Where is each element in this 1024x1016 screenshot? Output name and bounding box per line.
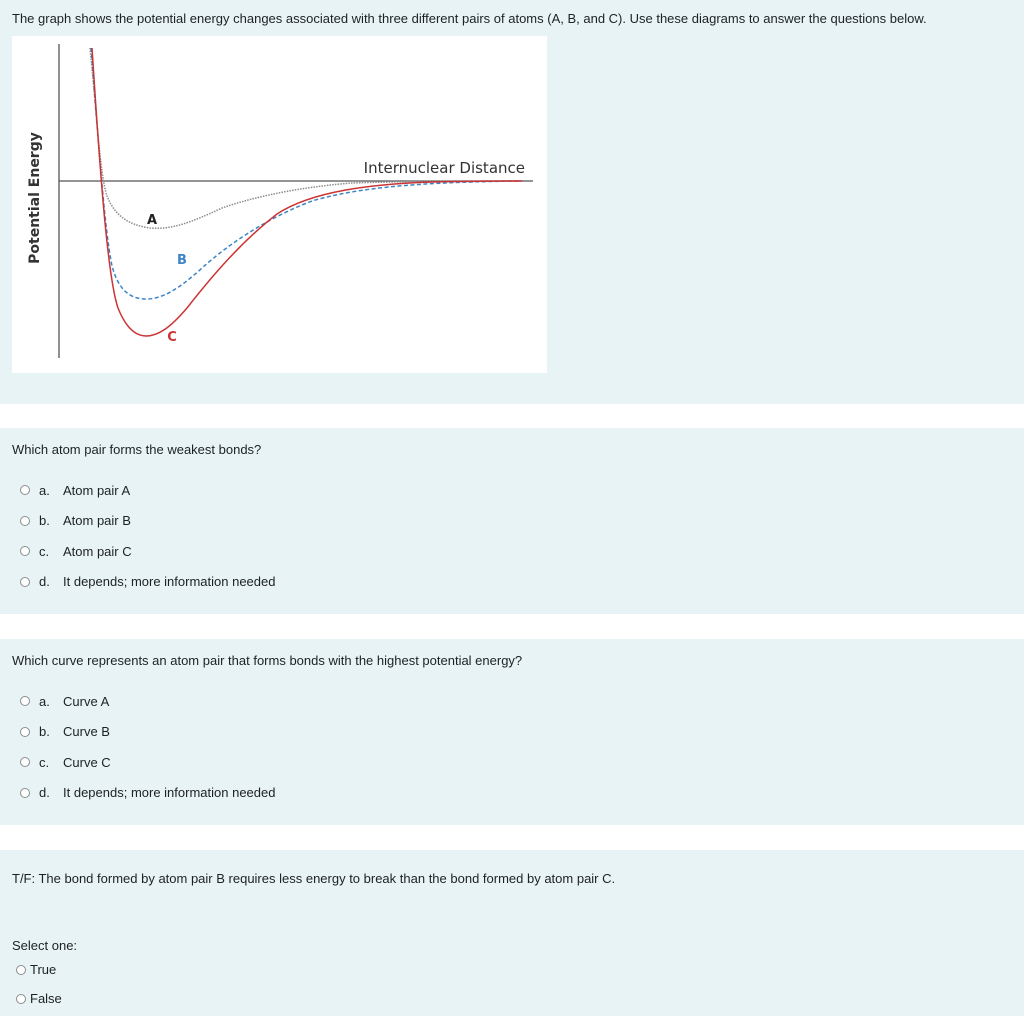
option-label: True [30, 962, 57, 977]
question-2 [0, 639, 1024, 825]
option-label: Curve B [63, 724, 110, 739]
option-label: Curve A [63, 693, 110, 709]
curve-a [90, 48, 522, 228]
intro-panel [0, 0, 1024, 404]
curve-label-c: C [167, 330, 177, 345]
question-1 [0, 428, 1024, 614]
x-axis-label: Internuclear Distance [363, 159, 525, 177]
option-letter: b. [39, 724, 50, 739]
q2-option-c[interactable] [20, 752, 275, 772]
option-letter: a. [39, 693, 50, 709]
q1-option-a[interactable] [20, 480, 275, 500]
curve-label-a: A [146, 213, 158, 228]
q2-option-d[interactable] [20, 783, 275, 803]
option-letter: b. [39, 513, 50, 528]
q1-option-c[interactable] [20, 541, 275, 561]
radio-button[interactable] [20, 727, 30, 737]
radio-button[interactable] [20, 516, 30, 526]
option-label: Atom pair C [63, 543, 132, 559]
q1-option-b[interactable] [20, 511, 275, 531]
option-letter: c. [39, 754, 50, 770]
radio-button[interactable] [16, 965, 26, 975]
question-2-answers [20, 691, 275, 813]
radio-button[interactable] [20, 546, 30, 556]
radio-button[interactable] [20, 788, 30, 798]
question-3-text: T/F: The bond formed by atom pair B requires less energy to break than the bond formed by atom pair C. [12, 871, 616, 886]
intro-text: The graph shows the potential energy changes associated with three different pairs of atoms (A, B, and C). Use these diagrams to answer the questions below. [12, 11, 927, 26]
radio-button[interactable] [20, 485, 30, 495]
q2-option-a[interactable] [20, 691, 275, 711]
question-2-text: Which curve represents an atom pair that forms bonds with the highest potential energy? [12, 653, 523, 668]
option-label: Atom pair A [63, 482, 131, 498]
option-label: False [30, 991, 62, 1006]
option-letter: a. [39, 482, 50, 498]
option-false[interactable] [16, 991, 62, 1006]
curve-c [92, 48, 522, 336]
option-label: It depends; more information needed [63, 785, 276, 800]
radio-button[interactable] [16, 994, 26, 1004]
radio-button[interactable] [20, 577, 30, 587]
curve-label-b: B [177, 253, 187, 268]
option-letter: d. [39, 785, 50, 800]
option-letter: c. [39, 543, 50, 559]
option-label: Atom pair B [63, 513, 131, 528]
question-1-answers [20, 480, 275, 602]
question-3 [0, 850, 1024, 1016]
y-axis-label: Potential Energy [27, 132, 43, 264]
question-1-text: Which atom pair forms the weakest bonds? [12, 442, 262, 457]
q2-option-b[interactable] [20, 722, 275, 742]
option-label: It depends; more information needed [63, 574, 276, 589]
potential-energy-graph [12, 36, 547, 373]
radio-button[interactable] [20, 757, 30, 767]
select-one-label: Select one: [12, 938, 78, 953]
radio-button[interactable] [20, 696, 30, 706]
potential-energy-chart [12, 36, 547, 373]
q1-option-d[interactable] [20, 572, 275, 592]
option-letter: d. [39, 574, 50, 589]
option-true[interactable] [16, 962, 56, 977]
option-label: Curve C [63, 754, 111, 770]
